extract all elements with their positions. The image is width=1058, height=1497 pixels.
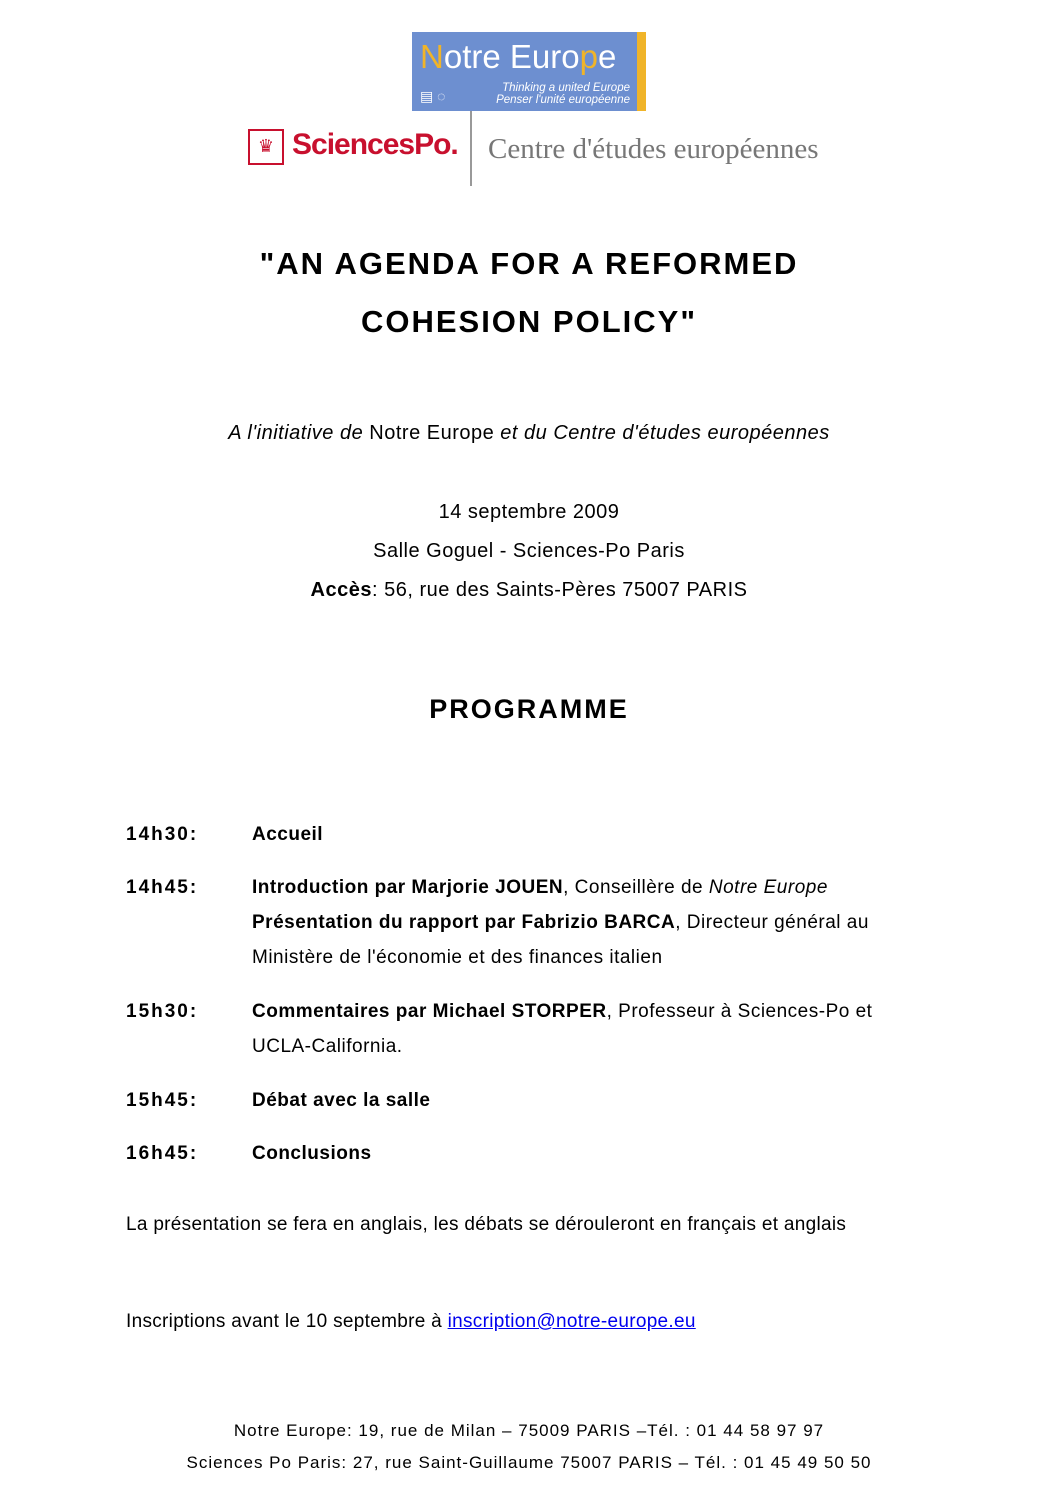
logo-accent-bar — [637, 32, 646, 111]
notre-europe-logo-text: Notre Europe — [420, 38, 617, 75]
registration-note: Inscriptions avant le 10 septembre à inscription@notre-europe.eu — [126, 1311, 696, 1332]
event-date: 14 septembre 2009 — [438, 501, 620, 523]
registration-email-link[interactable]: inscription@notre-europe.eu — [447, 1311, 696, 1332]
item-time: 15h30: — [126, 1001, 199, 1022]
event-access: Accès: 56, rue des Saints-Pères 75007 PARIS — [310, 579, 748, 601]
item-time: 16h45: — [126, 1143, 199, 1164]
item-desc: Commentaires par Michael STORPER, Professeur à Sciences-Po et UCLA-California. — [252, 1001, 873, 1057]
notre-europe-tagline: Thinking a united Europe Penser l'unité européenne — [496, 82, 630, 106]
language-note: La présentation se fera en anglais, les débats se dérouleront en français et anglais — [126, 1214, 847, 1235]
item-desc: Introduction par Marjorie JOUEN, Conseillère de Notre Europe Présentation du rapport par Fabrizio BARCA, Directeur général au Ministère de l'économie et des finances italien — [252, 877, 869, 968]
item-time: 14h30: — [126, 824, 199, 845]
cee-logo: Centre d'études européennes — [488, 133, 819, 165]
footer-sciences-po: Sciences Po Paris: 27, rue Saint-Guillaume 75007 PARIS – Tél. : 01 45 49 50 50 — [186, 1453, 872, 1472]
title-line-2: COHESION POLICY" — [360, 304, 698, 339]
event-venue: Salle Goguel - Sciences-Po Paris — [373, 540, 685, 562]
item-desc: Conclusions — [252, 1143, 372, 1164]
notre-europe-logo — [412, 32, 646, 111]
sciences-po-crest-icon: ♛ — [248, 129, 284, 165]
item-desc: Débat avec la salle — [252, 1090, 431, 1111]
sciences-po-logo: SciencesPo. — [292, 128, 458, 161]
title-line-1: "AN AGENDA FOR A REFORMED — [259, 246, 799, 281]
programme-heading: PROGRAMME — [429, 694, 629, 724]
item-time: 14h45: — [126, 877, 199, 898]
logo-divider — [470, 111, 472, 186]
eu-stars-icon: ▤ ◌ — [420, 88, 446, 104]
footer-notre-europe: Notre Europe: 19, rue de Milan – 75009 PARIS –Tél. : 01 44 58 97 97 — [233, 1421, 825, 1440]
item-time: 15h45: — [126, 1090, 199, 1111]
initiative-line: A l'initiative de Notre Europe et du Centre d'études européennes — [228, 422, 830, 444]
item-desc: Accueil — [252, 824, 324, 845]
